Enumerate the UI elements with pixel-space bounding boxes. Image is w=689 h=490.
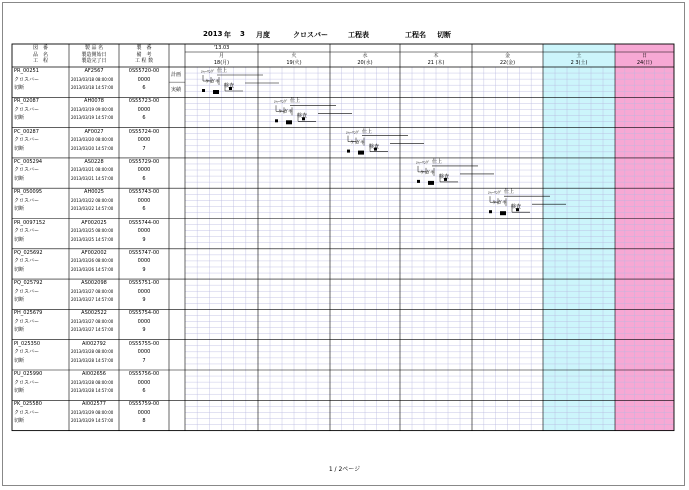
header-month: 3 (240, 30, 245, 38)
gantt-actual-mark (286, 120, 292, 124)
row-cell-serial: 0S55724-00 (128, 128, 160, 135)
header-year-unit: 年 (224, 31, 231, 39)
gantt-label-step1: ｼｬｰﾘﾝｸﾞ (346, 129, 360, 135)
row-cell-drawing: PR_02087 (14, 98, 39, 105)
day-header-dow: 月 (218, 53, 224, 59)
header-month-unit: 月度 (256, 31, 270, 39)
row-cell-item: クロスバー (14, 349, 40, 356)
row-cell-remark: 0000 (137, 288, 151, 295)
row-cell-end: 2013/03/25 14:57:00 (71, 236, 114, 242)
row-cell-serial: 0S55754-00 (128, 310, 160, 317)
gantt-label-step2: 仕上 (290, 98, 301, 105)
row-cell-drawing: PC_00287 (14, 128, 39, 135)
row-cell-serial: 0S55744-00 (128, 219, 160, 226)
row-cell-end: 2013/03/29 14:57:00 (71, 418, 114, 424)
day-header-date: 20(水) (357, 60, 373, 66)
row-cell-product: AF002002 (81, 249, 107, 256)
gantt-actual-mark (347, 150, 350, 153)
row-cell-drawing: PK_025580 (14, 401, 42, 408)
row-cell-count: 8 (142, 418, 146, 425)
row-cell-process: 切断 (14, 236, 25, 243)
row-cell-item: クロスバー (14, 137, 40, 144)
day-header-date: 21 (木) (427, 60, 445, 66)
gantt-label-step4: 検査 (224, 83, 235, 89)
row-cell-start: 2013/03/27 08:00:00 (71, 288, 114, 294)
row-cell-count: 9 (142, 236, 146, 243)
header-process-name-label: 工程名 (405, 31, 426, 39)
day-header-dow: 土 (576, 53, 582, 59)
day-header-dow: 火 (291, 53, 297, 59)
row-cell-start: 2013/03/18 08:00:00 (71, 76, 114, 82)
day-header-date: 24(日) (636, 60, 653, 66)
row-cell-count: 9 (142, 327, 146, 334)
row-cell-product: AI002656 (82, 371, 106, 377)
day-header-date: 18(月) (213, 60, 230, 66)
row-cell-start: 2013/03/25 08:00:00 (71, 228, 114, 233)
column-header-col3-1: 備 考 (136, 51, 152, 58)
row-cell-process: 切断 (14, 115, 25, 122)
row-cell-start: 2013/03/28 08:00:00 (71, 349, 114, 355)
row-cell-product: AI002577 (82, 401, 106, 408)
row-cell-item: クロスバー (14, 379, 40, 386)
gantt-label-step3: ケガキ (205, 79, 220, 85)
day-header-dow: 水 (362, 53, 368, 59)
header-process-label: 工程表 (348, 31, 369, 39)
header-category: クロスバー (293, 31, 328, 39)
row-cell-remark: 0000 (137, 106, 151, 113)
row-cell-drawing: PR_050095 (14, 189, 43, 196)
row-cell-process: 切断 (14, 418, 25, 425)
day-header-dow: 日 (641, 53, 647, 59)
row-cell-process: 切断 (14, 175, 25, 182)
gantt-actual-mark (489, 210, 492, 213)
row-cell-remark: 0000 (137, 76, 151, 83)
gantt-label-step4: 検査 (439, 173, 450, 180)
column-header-col2-2: 製造完了日 (81, 58, 107, 64)
column-header-col2-0: 製 品 名 (84, 45, 104, 51)
row-cell-count: 9 (142, 266, 146, 273)
row-cell-serial: 0S55747-00 (128, 249, 160, 256)
row-cell-serial: 0S55756-00 (128, 371, 160, 377)
row-cell-serial: 0S55729-00 (128, 158, 160, 165)
row-cell-drawing: PU_025990 (14, 371, 43, 377)
row-cell-process: 切断 (14, 357, 25, 364)
row-cell-drawing: PI_025350 (14, 340, 41, 347)
row-cell-product: AI002792 (82, 340, 106, 347)
day-header-dow: 金 (504, 53, 510, 59)
row-cell-end: 2013/03/20 14:57:00 (71, 145, 114, 151)
row-cell-start: 2013/03/20 08:00:00 (71, 137, 114, 143)
row-cell-product: AS002098 (81, 280, 107, 287)
row-cell-start: 2013/03/27 08:00:00 (71, 318, 114, 324)
gantt-label-step1: ｼｬｰﾘﾝｸﾞ (416, 159, 430, 165)
column-header-col1-0: 図 番 (32, 45, 48, 51)
row-cell-item: クロスバー (14, 258, 40, 265)
row-cell-start: 2013/03/19 09:00:00 (71, 106, 114, 112)
gantt-label-step2: 仕上 (217, 68, 228, 74)
gantt-actual-mark (500, 211, 506, 215)
row-cell-remark: 0000 (137, 318, 151, 325)
row-cell-product: AF002025 (81, 219, 107, 226)
row-cell-count: 6 (142, 175, 146, 182)
row-label-plan: 計画 (171, 72, 182, 78)
row-cell-remark: 0000 (137, 409, 151, 416)
row-cell-drawing: PH_025679 (14, 310, 43, 317)
row-cell-item: クロスバー (14, 228, 40, 234)
row-cell-remark: 0000 (137, 349, 151, 356)
gantt-label-step4: 検査 (369, 143, 380, 150)
column-header-col3-0: 製 番 (136, 45, 152, 51)
row-cell-process: 切断 (14, 145, 25, 152)
gantt-label-step3: ケガキ (420, 169, 435, 176)
gantt-label-step4: 検査 (511, 204, 522, 211)
row-cell-item: クロスバー (14, 76, 40, 83)
gantt-actual-mark (275, 119, 278, 122)
column-header-col1-2: 工 程 (32, 58, 48, 64)
row-cell-serial: 0S55759-00 (128, 401, 160, 408)
row-cell-drawing: PQ_025692 (14, 249, 43, 256)
row-cell-product: AH0078 (84, 98, 104, 105)
day-header-dow: 木 (433, 53, 439, 59)
gantt-label-step1: ｼｬｰﾘﾝｸﾞ (274, 99, 288, 105)
gantt-label-step3: ケガキ (278, 109, 293, 116)
row-cell-drawing: PQ_025792 (14, 280, 43, 287)
row-cell-drawing: PC_005294 (14, 158, 43, 165)
gantt-label-step3: ケガキ (492, 200, 507, 207)
row-cell-start: 2013/03/22 08:00:00 (71, 197, 114, 203)
gantt-label-step1: ｼｬｰﾘﾝｸﾞ (488, 190, 502, 196)
row-cell-item: クロスバー (14, 288, 40, 295)
row-cell-remark: 0000 (137, 258, 151, 265)
row-cell-serial: 0S55755-00 (128, 340, 160, 347)
row-cell-start: 2013/03/28 08:00:00 (71, 379, 114, 385)
row-cell-product: AS002522 (81, 310, 107, 317)
row-cell-item: クロスバー (14, 106, 40, 113)
row-cell-product: AF0027 (84, 128, 104, 135)
header-process-name: 切断 (437, 31, 451, 39)
gantt-label-step3: ケガキ (350, 139, 365, 146)
gantt-actual-mark (417, 180, 420, 183)
row-cell-serial: 0S55751-00 (128, 280, 160, 287)
header-year: 2013 (203, 30, 223, 38)
gantt-actual-mark (213, 90, 219, 94)
row-cell-item: クロスバー (14, 318, 40, 325)
row-cell-end: 2013/03/21 14:57:00 (71, 175, 114, 181)
row-cell-drawing: PR_0097152 (14, 219, 46, 226)
row-cell-end: 2013/03/27 14:57:00 (71, 297, 114, 303)
gantt-label-step1: ｼｬｰﾘﾝｸﾞ (201, 69, 215, 74)
day-header-top: '13.03 (213, 45, 230, 51)
row-cell-remark: 0000 (137, 167, 151, 174)
row-cell-end: 2013/03/19 14:57:00 (71, 115, 114, 121)
page-footer: 1 / 2ページ (328, 466, 361, 473)
row-cell-process: 切断 (14, 297, 25, 304)
row-cell-serial: 0S55720-00 (128, 68, 160, 74)
row-cell-process: 切断 (14, 206, 25, 213)
row-cell-end: 2013/03/26 14:57:00 (71, 266, 114, 272)
row-cell-count: 9 (142, 297, 146, 304)
gantt-label-step2: 仕上 (504, 189, 515, 196)
row-cell-count: 6 (142, 388, 146, 394)
gantt-actual-mark (202, 89, 205, 92)
row-cell-count: 6 (142, 85, 146, 91)
row-cell-serial: 0S55743-00 (128, 189, 160, 196)
row-cell-product: AH0025 (84, 189, 104, 196)
print-page (2, 2, 685, 486)
column-header-col3-2: 工 程 数 (134, 58, 154, 64)
row-cell-remark: 0000 (137, 228, 151, 234)
gantt-label-step2: 仕上 (432, 158, 443, 165)
row-cell-serial: 0S55723-00 (128, 98, 160, 105)
row-cell-end: 2013/03/22 14:57:00 (71, 206, 114, 212)
row-label-actual: 実績 (171, 87, 182, 93)
row-cell-count: 6 (142, 115, 146, 122)
row-cell-process: 切断 (14, 266, 25, 273)
row-cell-start: 2013/03/21 08:00:00 (71, 167, 114, 173)
row-cell-remark: 0000 (137, 197, 151, 204)
row-cell-process: 切断 (14, 85, 25, 91)
row-cell-start: 2013/03/26 08:00:00 (71, 258, 114, 264)
gantt-actual-mark (358, 151, 364, 155)
row-cell-end: 2013/03/28 14:57:00 (71, 357, 114, 363)
day-header-date: 22(金) (499, 60, 516, 66)
row-cell-item: クロスバー (14, 409, 40, 416)
row-cell-product: AS0228 (84, 158, 104, 165)
column-header-col2-1: 製造開始日 (81, 51, 107, 58)
row-cell-remark: 0000 (137, 137, 151, 144)
gantt-actual-mark (428, 181, 434, 185)
row-cell-end: 2013/03/28 14:57:00 (71, 388, 114, 393)
gantt-label-step4: 検査 (297, 113, 308, 120)
row-cell-end: 2013/03/27 14:57:00 (71, 327, 114, 333)
row-cell-drawing: PR_00251 (14, 68, 39, 74)
row-cell-remark: 0000 (137, 379, 151, 386)
day-header-date: 2 3(土) (570, 60, 588, 66)
row-cell-process: 切断 (14, 388, 25, 394)
row-cell-end: 2013/03/18 14:57:00 (71, 85, 114, 90)
row-cell-count: 7 (142, 357, 146, 364)
column-header-col1-1: 品 名 (32, 51, 48, 58)
row-cell-start: 2013/03/29 08:00:00 (71, 409, 114, 415)
row-cell-count: 6 (142, 206, 146, 213)
row-cell-count: 7 (142, 145, 146, 152)
day-header-date: 19(火) (286, 60, 302, 66)
gantt-label-step2: 仕上 (362, 128, 373, 135)
row-cell-process: 切断 (14, 327, 25, 334)
row-cell-item: クロスバー (14, 197, 40, 204)
row-cell-item: クロスバー (14, 167, 40, 174)
row-cell-product: AF2567 (84, 68, 104, 74)
